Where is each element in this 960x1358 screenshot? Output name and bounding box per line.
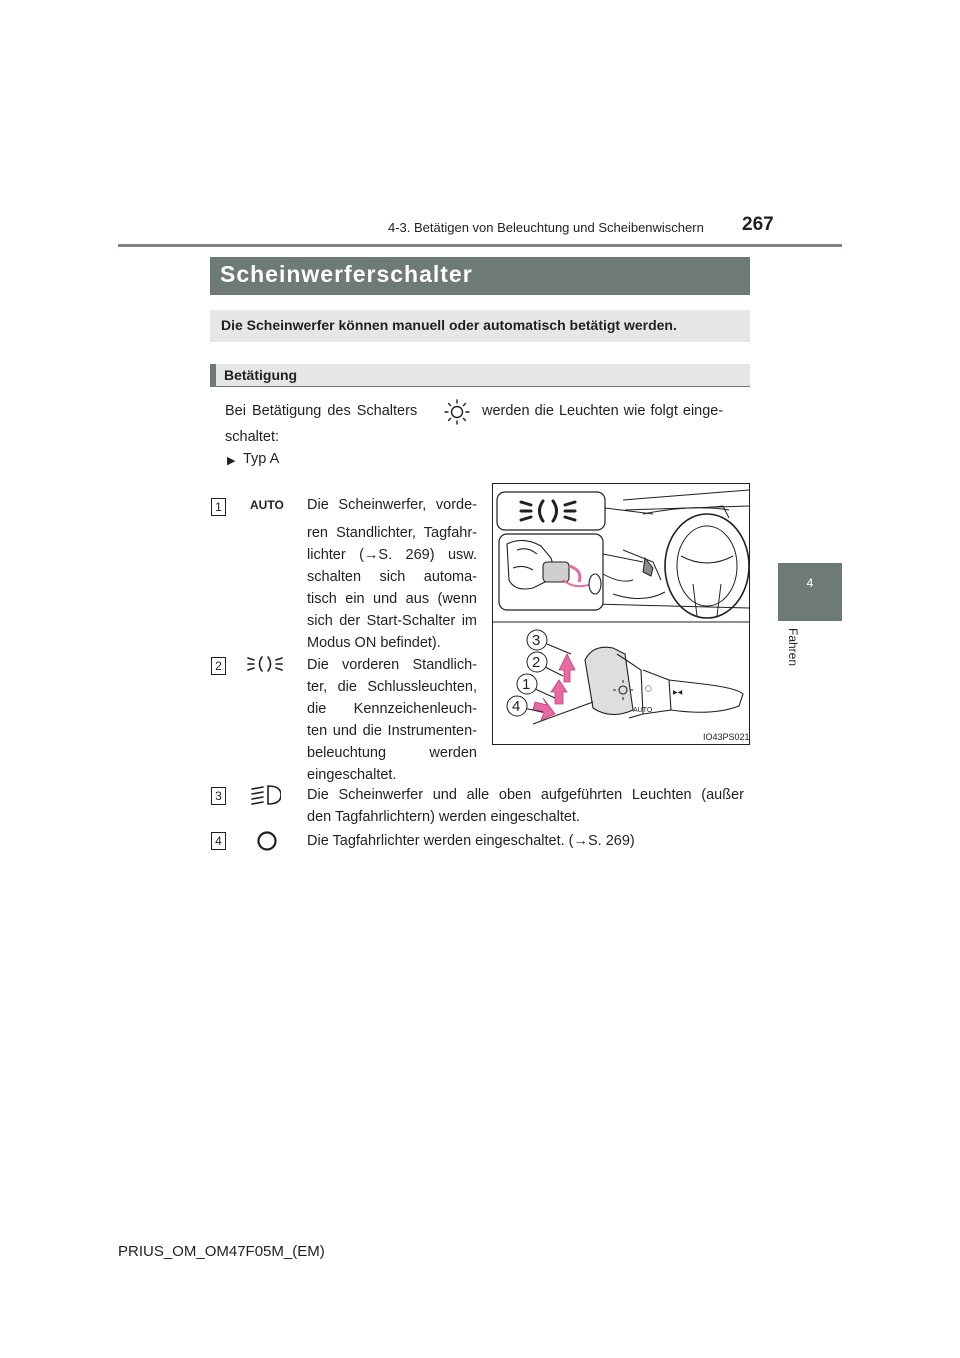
item-2-description <box>307 654 477 786</box>
item-1-line: Die Scheinwerfer, vorde- <box>307 497 477 513</box>
page-number: 267 <box>742 214 774 235</box>
paragraph-part-1: Bei Betätigung des Schalters <box>225 403 418 419</box>
item-number-3: 3 <box>211 787 226 805</box>
intro-text: Die Scheinwerfer können manuell oder automatisch betätigt werden. <box>221 317 677 333</box>
auto-icon: AUTO <box>250 498 284 512</box>
item-1-line: ren Standlichter, Tagfahr- <box>307 525 477 541</box>
chapter-tab <box>778 563 842 621</box>
chapter-tab-label-wrap <box>786 628 838 667</box>
figure-callout-4: 4 <box>512 698 521 715</box>
item-3-description <box>307 784 744 828</box>
item-1-line: lichter (→S. 269) usw. <box>307 547 477 563</box>
headlight-low-beam-icon <box>251 784 281 811</box>
item-1-line: sich der Start-Schalter im <box>307 613 477 629</box>
item-2-line: die Kennzeichenleuch- <box>307 701 477 717</box>
headlight-switch-sun-icon <box>440 398 474 431</box>
footer-doc-code: PRIUS_OM_OM47F05M_(EM) <box>118 1243 325 1260</box>
item-2-line: beleuchtung werden <box>307 745 477 761</box>
header-rule <box>118 244 842 247</box>
svg-text:AUTO: AUTO <box>633 707 653 714</box>
item-1-line: Modus ON befindet). <box>307 635 441 651</box>
figure-illustration <box>492 483 750 745</box>
figure-callout-1: 1 <box>522 676 531 693</box>
figure-callout-3: 3 <box>532 632 541 649</box>
type-label: Typ A <box>243 451 280 467</box>
figure-callout-2: 2 <box>532 654 541 671</box>
running-header-section: 4-3. Betätigen von Beleuchtung und Scheibenwischern <box>388 220 704 235</box>
item-4-description: Die Tagfahrlichter werden eingeschaltet. (→S. 269) <box>307 833 635 849</box>
circle-off-icon <box>256 830 278 857</box>
item-2-line: Die vorderen Standlich- <box>307 657 477 673</box>
subheading-accent <box>210 364 216 386</box>
paragraph-part-2: werden die Leuchten wie folgt einge- <box>482 403 724 419</box>
item-1-line: tisch ein und aus (wenn <box>307 591 477 607</box>
svg-text:▶◀: ▶◀ <box>673 690 683 696</box>
figure-code: IO43PS021 <box>703 732 750 742</box>
item-2-line: ten und die Instrumenten- <box>307 723 477 739</box>
chapter-tab-number: 4 <box>806 576 814 590</box>
item-2-line: ter, die Schlussleuchten, <box>307 679 477 695</box>
item-2-line: eingeschaltet. <box>307 767 397 783</box>
page-title: Scheinwerferschalter <box>220 261 473 287</box>
paragraph-part-3: schaltet: <box>225 429 279 445</box>
subheading-rule <box>210 386 750 387</box>
item-1-description <box>307 494 477 654</box>
svg-text:◯: ◯ <box>645 686 652 692</box>
item-3-line: den Tagfahrlichtern) werden eingeschaltet. <box>307 809 580 825</box>
parking-lights-icon <box>247 654 283 679</box>
item-1-line: schalten sich automa- <box>307 569 477 585</box>
subheading: Betätigung <box>224 367 298 383</box>
chapter-tab-label: Fahren <box>786 628 800 667</box>
item-3-line: Die Scheinwerfer und alle oben aufgeführten Leuchten (außer <box>307 787 744 803</box>
item-number-2: 2 <box>211 657 226 675</box>
triangle-bullet-icon: ▶ <box>227 455 236 467</box>
item-number-4: 4 <box>211 832 226 850</box>
item-number-1: 1 <box>211 498 226 516</box>
